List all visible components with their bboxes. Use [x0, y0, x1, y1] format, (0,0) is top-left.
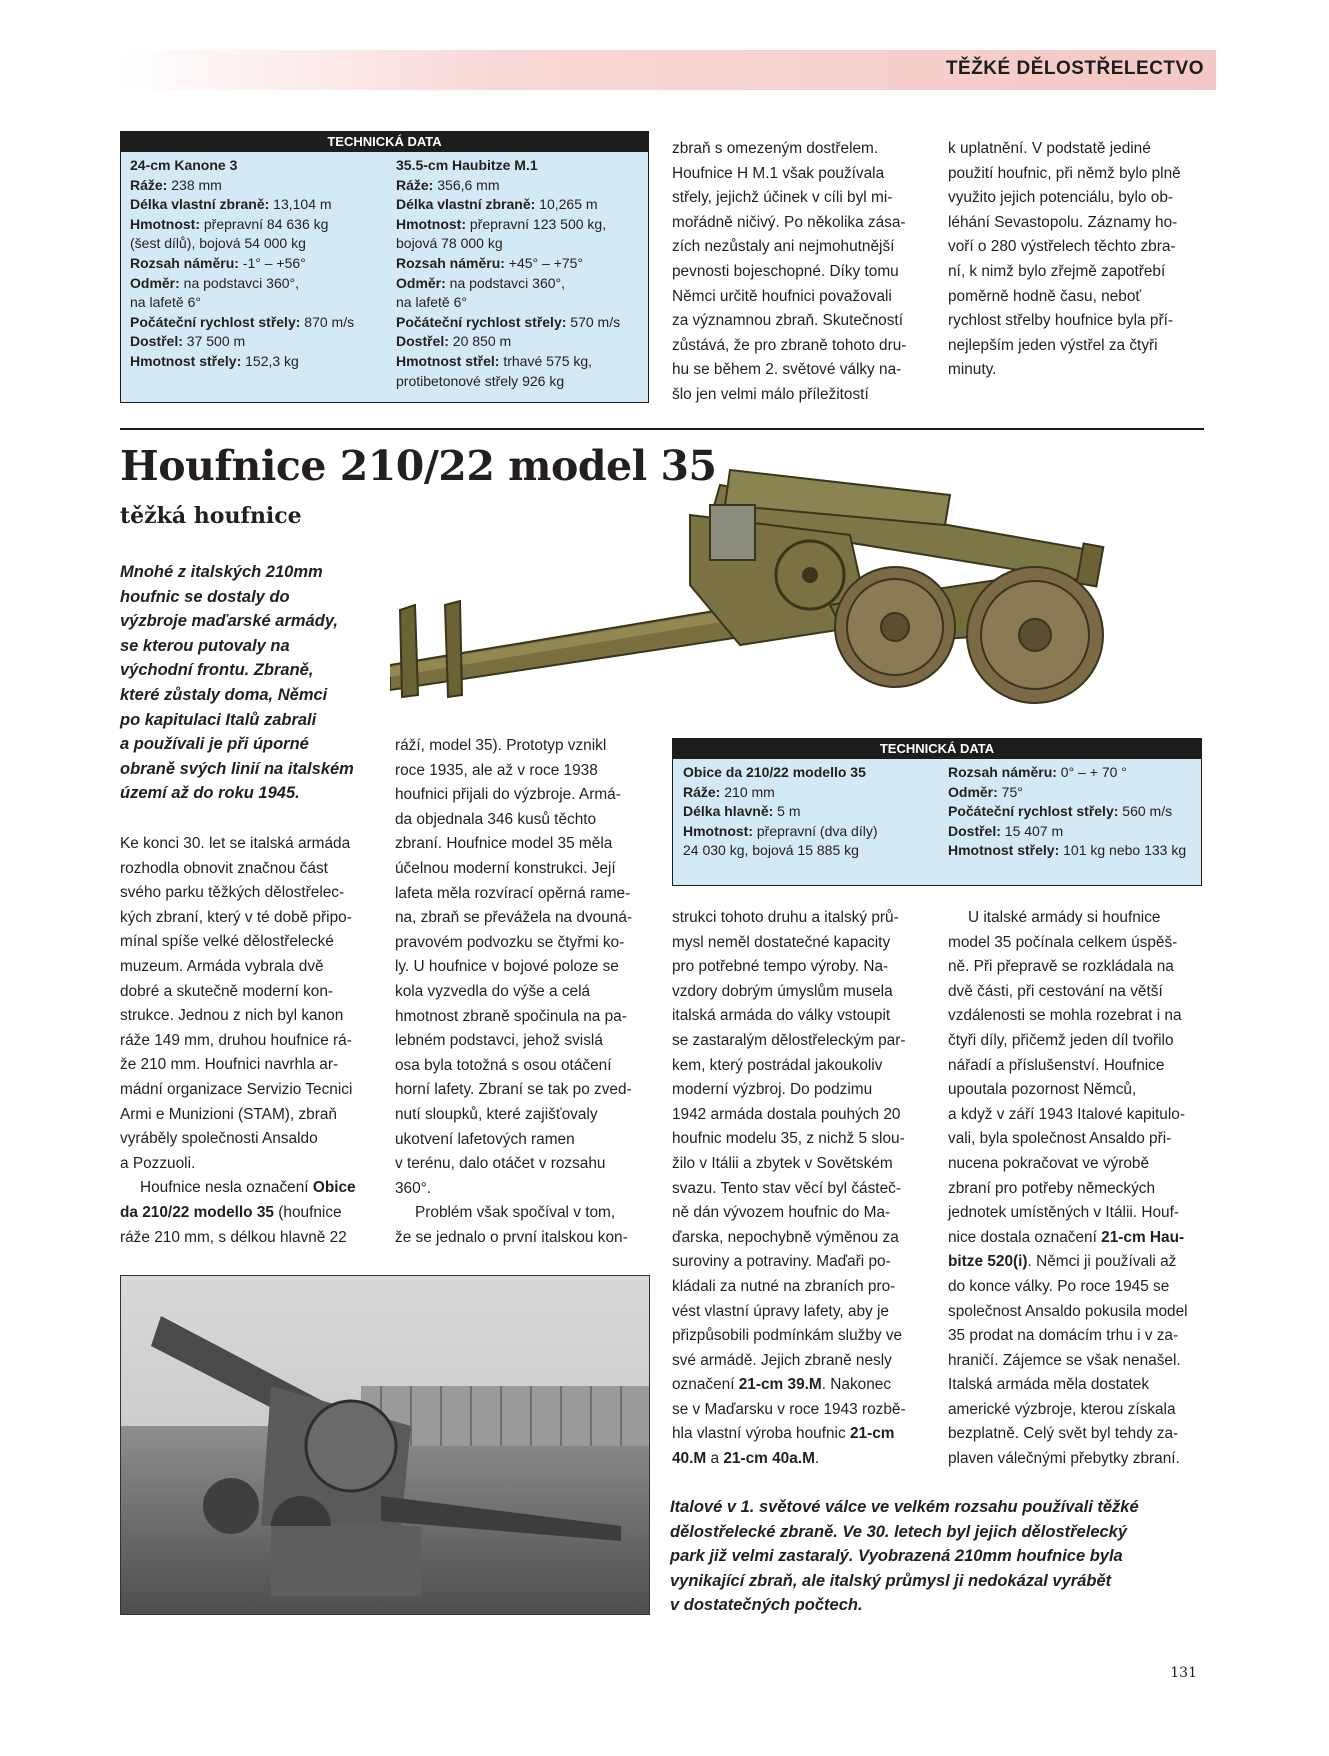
spec-line [683, 783, 878, 803]
spec-label: Odměr: [130, 274, 180, 291]
spec-line [130, 293, 354, 313]
text-line: kola vyzvedla do výše a celá [395, 982, 591, 1000]
spec-line [396, 234, 620, 254]
col4-lines [948, 906, 1188, 1226]
article-subtitle: těžká houfnice [120, 503, 302, 529]
text-line: po kapitulaci Italů zabrali [120, 710, 317, 729]
spec-label: Rozsah náměru: [396, 254, 505, 271]
spec-value: bojová 78 000 kg [396, 235, 503, 252]
text-line: ukotvení lafetových ramen [395, 1130, 575, 1148]
text-line: pevnosti bojeschopné. Díky tomu [672, 262, 899, 280]
text-line: zbraní. Houfnice model 35 měla [395, 835, 613, 853]
text-line: čtyři díly, přičemž jeden díl tvořilo [948, 1031, 1174, 1049]
spec-value: 870 m/s [300, 313, 355, 330]
text-line: Italové v 1. světové válce ve velkém rozsahu používali těžké [670, 1498, 1139, 1516]
spec-label: Počáteční rychlost střely: [948, 803, 1119, 820]
text-line: da objednala 346 kusů těchto [395, 810, 597, 828]
text-line: suroviny a potraviny. Maďaři po- [672, 1253, 891, 1271]
text-line: Mnohé z italských 210mm [120, 563, 323, 581]
text-line: vzdálenosti se mohla rozebrat i na [948, 1007, 1182, 1025]
text-line: přizpůsobili podmínkám služby ve [672, 1327, 903, 1345]
text-line: ráže 210 mm, s délkou hlavně 22 [120, 1228, 347, 1246]
text-line: ní, k nimž bylo zřejmě zapotřebí [948, 262, 1166, 280]
spec-box-obice-heading: TECHNICKÁ DATA [673, 739, 1201, 759]
spec-gun-name: Obice da 210/22 modello 35 [683, 764, 866, 780]
spec-label: Ráže: [130, 176, 168, 193]
text-line: houfnici přijali do výzbroje. Armá- [395, 786, 621, 804]
spec-label: Hmotnost: [683, 822, 753, 839]
text-line: bitze 520(i). Němci ji používali až [948, 1253, 1177, 1271]
spec-value: -1° – +56° [238, 254, 306, 271]
text-line: americké výzbroje, kterou získala [948, 1400, 1176, 1418]
spec-value: 210 mm [720, 783, 775, 800]
text-line: zích nezůstaly ani nejmohutnější [672, 238, 895, 256]
text-line: obraně svých linií na italském [120, 759, 354, 778]
text-column-top-3 [672, 137, 906, 408]
spec-value: 75° [997, 783, 1023, 800]
text-line: pro potřebné tempo výroby. Na- [672, 958, 889, 976]
spec-label: Odměr: [396, 274, 446, 291]
spec-label: Délka vlastní zbraně: [130, 196, 270, 213]
spec-value: na lafetě 6° [396, 294, 467, 311]
text-line: do konce války. Po roce 1945 se [948, 1277, 1170, 1295]
spec-label: Odměr: [948, 783, 998, 800]
text-line: vali, byla společnost Ansaldo při- [948, 1130, 1172, 1148]
spec-lines [130, 176, 354, 372]
text-line: bezplatně. Celý svět byl tehdy za- [948, 1425, 1179, 1443]
spec-label: Dostřel: [396, 333, 449, 350]
text-line: minuty. [948, 361, 997, 379]
spec-value: 10,265 m [535, 196, 598, 213]
spec-line [130, 176, 354, 196]
text-line: plaven válečnými přebytky zbraní. [948, 1450, 1180, 1468]
spec-label: Délka hlavně: [683, 803, 774, 820]
text-line: kých zbraní, který v té době připo- [120, 908, 352, 926]
spec-label: Ráže: [683, 783, 721, 800]
text-column-4 [948, 906, 1188, 1472]
spec-value: 13,104 m [269, 196, 332, 213]
text-line: mínal spíše velké dělostřelecké [120, 933, 334, 951]
text-line: lebném podstavci, jehož svislá [395, 1032, 603, 1050]
spec-line [948, 763, 1186, 783]
text-line: hu se během 2. světové války na- [672, 361, 902, 379]
text-line: nejlepším jeden výstřel za čtyři [948, 336, 1158, 354]
text-line: na, zbraň se převážela na dvouná- [395, 909, 632, 927]
spec-value: přepravní 123 500 kg, [466, 215, 607, 232]
spec-line [130, 313, 354, 333]
spec-label: Rozsah náměru: [130, 254, 239, 271]
text-line: mysl neměl dostatečné kapacity [672, 933, 891, 951]
text-line: jednotek umístěných v Itálii. Houf- [948, 1204, 1179, 1222]
spec-line [130, 234, 354, 254]
spec-value: 0° – + 70 ° [1056, 764, 1127, 780]
text-line: nucena pokračovat ve výrobě [948, 1154, 1150, 1172]
spec-label: Dostřel: [130, 333, 183, 350]
text-line: vést vlastní úpravy lafety, aby je [672, 1302, 889, 1320]
text-line: model 35 počínala celkem úspěš- [948, 933, 1178, 951]
text-line: použití houfnic, při němž bylo plně [948, 164, 1181, 182]
text-column-3 [672, 906, 906, 1472]
text-line: svazu. Tento stav věcí byl částeč- [672, 1179, 901, 1197]
text-line: léhání Sevastopolu. Záznamy ho- [948, 213, 1178, 231]
text-line: východní frontu. Zbraně, [120, 661, 314, 680]
text-line: Houfnice nesla označení Obice [140, 1179, 356, 1197]
text-line: strukce. Jednou z nich byl kanon [120, 1007, 344, 1025]
spec-line [396, 195, 620, 215]
intro-paragraph [120, 560, 354, 806]
spec-value: 356,6 mm [433, 176, 500, 193]
spec-line [130, 274, 354, 294]
section-title: TĚŽKÉ DĚLOSTŘELECTVO [945, 58, 1204, 79]
text-line: hmotnost zbraně spočinula na pa- [395, 1007, 627, 1025]
text-line: k uplatnění. V podstatě jediné [948, 140, 1151, 157]
text-column-1 [120, 832, 356, 1250]
spec-box-obice [672, 738, 1202, 886]
spec-value: protibetonové střely 926 kg [396, 372, 565, 389]
text-line: Italská armáda měla dostatek [948, 1376, 1150, 1394]
spec-value: 37 500 m [182, 333, 246, 350]
spec-label: Dostřel: [948, 822, 1001, 839]
text-line: Němci určitě houfnici považovali [672, 287, 892, 305]
text-line: využito jejich potenciálu, bylo ob- [948, 189, 1173, 207]
page-number: 131 [1170, 1665, 1197, 1681]
spec-line [396, 254, 620, 274]
text-line: 40.M a 21-cm 40a.M. [672, 1450, 820, 1468]
spec-label: Hmotnost střel: [396, 352, 500, 369]
text-line: mořádně ničivý. Po několika zása- [672, 213, 906, 231]
col1-lines [120, 832, 356, 1176]
text-line: muzeum. Armáda vybrala dvě [120, 957, 324, 975]
spec-value: 20 850 m [448, 333, 512, 350]
text-column-top-4 [948, 137, 1181, 383]
text-line: rychlost střelby houfnice byla pří- [948, 312, 1173, 330]
text-line: Ke konci 30. let se italská armáda [120, 835, 351, 852]
spec-line [396, 274, 620, 294]
spec-label: Hmotnost: [396, 215, 466, 232]
text-line: se v Maďarsku v roce 1943 rozbě- [672, 1400, 906, 1418]
text-line: 35 prodat na domácím trhu i v za- [948, 1327, 1179, 1345]
text-line: U italské armády si houfnice [968, 909, 1161, 926]
text-line: výzbroje maďarské armády, [120, 612, 338, 631]
text-line: kládali za nutné na zbraních pro- [672, 1277, 896, 1295]
spec-value: na podstavci 360°, [179, 274, 300, 291]
text-line: nice dostala označení 21-cm Hau- [948, 1228, 1185, 1246]
spec-value: 238 mm [167, 176, 222, 193]
text-line: zůstává, že pro zbraně tohoto dru- [672, 336, 907, 354]
spec-label: Délka vlastní zbraně: [396, 196, 536, 213]
text-line: ráží, model 35). Prototyp vznikl [395, 737, 607, 754]
spec-value: na podstavci 360°, [445, 274, 566, 291]
spec-lines [683, 783, 878, 861]
text-line: ně. Při přepravě se rozkládala na [948, 958, 1174, 976]
text-line: účelnou moderní konstrukci. Její [395, 859, 616, 877]
text-line: v dostatečných počtech. [670, 1596, 863, 1615]
spec-line [948, 802, 1186, 822]
col4-lines-b [948, 1275, 1188, 1472]
text-line: houfnic se dostaly do [120, 587, 290, 606]
spec-value: 152,3 kg [241, 352, 299, 369]
spec-box-top [120, 131, 649, 403]
text-line: hraničí. Zájemce se však nenašel. [948, 1351, 1181, 1369]
text-line: zbraň s omezeným dostřelem. [672, 140, 879, 157]
spec-label: Hmotnost: [130, 215, 200, 232]
text-line: vzdory dobrým úmyslům musela [672, 982, 893, 1000]
spec-label: Hmotnost střely: [948, 842, 1060, 859]
spec-line [396, 372, 620, 392]
spec-label: Počáteční rychlost střely: [130, 313, 301, 330]
text-line: strukci tohoto druhu a italský prů- [672, 909, 899, 926]
spec-label: Počáteční rychlost střely: [396, 313, 567, 330]
photo-caption [670, 1495, 1139, 1618]
text-line: které zůstaly doma, Němci [120, 685, 328, 704]
text-line: osa byla totožná s osou otáčení [395, 1056, 612, 1074]
text-line: že se jednalo o první italskou kon- [395, 1228, 628, 1246]
text-line: houfnic modelu 35, z nichž 5 slou- [672, 1130, 905, 1148]
text-line: park již velmi zastaralý. Vyobrazená 210mm houfnice byla [670, 1547, 1123, 1566]
spec-col-haubitze [396, 156, 620, 391]
text-line: vyráběly společnosti Ansaldo [120, 1130, 318, 1148]
col2-lines-b [395, 1201, 632, 1250]
text-line: horní lafety. Zbraní se tak po zved- [395, 1081, 632, 1099]
spec-label: Ráže: [396, 176, 434, 193]
text-line: 1942 armáda dostala pouhých 20 [672, 1105, 901, 1123]
spec-line [130, 215, 354, 235]
text-line: rozhodla obnovit značnou část [120, 859, 328, 877]
text-line: hla vlastní výroba houfnic 21-cm [672, 1425, 895, 1443]
spec-line [683, 802, 878, 822]
spec-value: (šest dílů), bojová 54 000 kg [130, 235, 306, 252]
text-line: upoutala pozornost Němců, [948, 1081, 1137, 1099]
spec-value: 15 407 m [1000, 822, 1064, 839]
text-line: Armi e Munizioni (STAM), zbraň [120, 1105, 337, 1123]
text-line: poměrně hodně času, neboť [948, 287, 1142, 305]
spec-value: trhavé 575 kg, [499, 352, 593, 369]
spec-lines [948, 763, 1186, 861]
text-line: Houfnice H M.1 však používala [672, 164, 885, 182]
spec-line [396, 332, 620, 352]
article-title: Houfnice 210/22 model 35 [120, 442, 717, 490]
text-line: ráže 149 mm, druhou houfnice rá- [120, 1031, 352, 1049]
spec-line [948, 822, 1186, 842]
text-line: Problém však spočíval v tom, [415, 1204, 616, 1222]
text-line: kem, který postrádal jakoukoliv [672, 1056, 883, 1074]
text-line: dělostřelecké zbraně. Ve 30. letech byl jejich dělostřelecký [670, 1522, 1128, 1541]
text-line: roce 1935, ale až v roce 1938 [395, 761, 598, 779]
text-line: dvě části, při cestování na větší [948, 982, 1163, 1000]
text-line: střely, jejichž účinek v cíli byl mi- [672, 189, 893, 207]
text-line: a když v září 1943 Italové kapitulo- [948, 1105, 1185, 1123]
spec-value: přepravní 84 636 kg [200, 215, 329, 232]
spec-line [396, 293, 620, 313]
spec-line [396, 313, 620, 333]
text-line: mádní organizace Servizio Tecnici [120, 1080, 353, 1098]
text-line: a Pozzuoli. [120, 1154, 196, 1172]
text-column-2 [395, 734, 632, 1250]
spec-line [396, 352, 620, 372]
spec-value: přepravní (dva díly) [753, 822, 878, 839]
spec-label: Rozsah náměru: [948, 764, 1057, 780]
spec-line [396, 215, 620, 235]
spec-box-top-heading: TECHNICKÁ DATA [121, 132, 648, 152]
text-line: šlo jen velmi málo příležitostí [672, 385, 869, 403]
text-line: da 210/22 modello 35 (houfnice [120, 1203, 342, 1221]
spec-line [683, 841, 878, 861]
text-line: moderní výzbroj. Do podzimu [672, 1081, 873, 1099]
spec-value: 5 m [773, 803, 801, 820]
text-line: nutí sloupků, které zajišťovaly [395, 1105, 598, 1123]
spec-label: Hmotnost střely: [130, 352, 242, 369]
text-line: za významnou zbraň. Skutečností [672, 312, 903, 330]
text-line: ďarska, nepochybně výměnou za [672, 1228, 899, 1246]
spec-gun-name: 24-cm Kanone 3 [130, 157, 238, 173]
spec-line [948, 841, 1186, 861]
text-line: italská armáda do války vstoupit [672, 1007, 891, 1025]
text-line: pravovém podvozku se čtyřmi ko- [395, 933, 625, 951]
spec-line [396, 176, 620, 196]
text-line: 360°. [395, 1179, 432, 1197]
spec-value: +45° – +75° [504, 254, 584, 271]
spec-line [683, 822, 878, 842]
spec-value: 560 m/s [1118, 803, 1173, 820]
col2-lines [395, 734, 632, 1201]
text-line: vynikající zbraň, ale italský průmysl ji nedokázal vyrábět [670, 1571, 1112, 1590]
spec-value: 570 m/s [566, 313, 621, 330]
spec-line [130, 332, 354, 352]
text-line: zbraní pro potřeby německých [948, 1179, 1156, 1197]
text-line: své armádě. Jejich zbraně nesly [672, 1351, 892, 1369]
text-line: se kterou putovaly na [120, 636, 290, 655]
text-line: označení 21-cm 39.M. Nakonec [672, 1376, 892, 1394]
howitzer-illustration [390, 455, 1240, 725]
historical-photo [120, 1275, 650, 1615]
text-line: ně dán vývozem houfnic do Ma- [672, 1204, 891, 1222]
text-line: že 210 mm. Houfnici navrhla ar- [120, 1056, 339, 1074]
text-line: společnost Ansaldo pokusila model [948, 1302, 1188, 1320]
spec-line [130, 352, 354, 372]
text-line: voří o 280 výstřelech těchto zbra- [948, 238, 1176, 256]
spec-line [130, 254, 354, 274]
spec-value: 101 kg nebo 133 kg [1059, 842, 1187, 859]
spec-value: 24 030 kg, bojová 15 885 kg [683, 842, 859, 859]
text-line: žilo v Itálii a zbytek v Sovětském [672, 1154, 893, 1172]
spec-col-kanone [130, 156, 354, 372]
text-line: se zastaralým dělostřeleckým par- [672, 1031, 906, 1049]
section-divider [120, 428, 1204, 430]
col3-lines [672, 906, 906, 1373]
text-line: a používali je při úporné [120, 735, 309, 754]
text-line: v terénu, dalo otáčet v rozsahu [395, 1155, 606, 1173]
spec-line [948, 783, 1186, 803]
spec-col-obice-right [948, 763, 1186, 861]
spec-line [130, 195, 354, 215]
spec-lines [396, 176, 620, 392]
text-line: svého parku těžkých dělostřelec- [120, 884, 345, 902]
text-line: nářadí a příslušenství. Houfnice [948, 1056, 1165, 1074]
text-line: dobré a skutečně moderní kon- [120, 982, 334, 1000]
text-line: území až do roku 1945. [120, 784, 300, 803]
spec-gun-name: 35.5-cm Haubitze M.1 [396, 157, 538, 173]
text-line: lafeta měla rozvírací opěrná rame- [395, 884, 631, 902]
spec-value: na lafetě 6° [130, 294, 201, 311]
text-line: ly. U houfnice v bojové poloze se [395, 958, 619, 976]
spec-col-obice-left [683, 763, 878, 861]
